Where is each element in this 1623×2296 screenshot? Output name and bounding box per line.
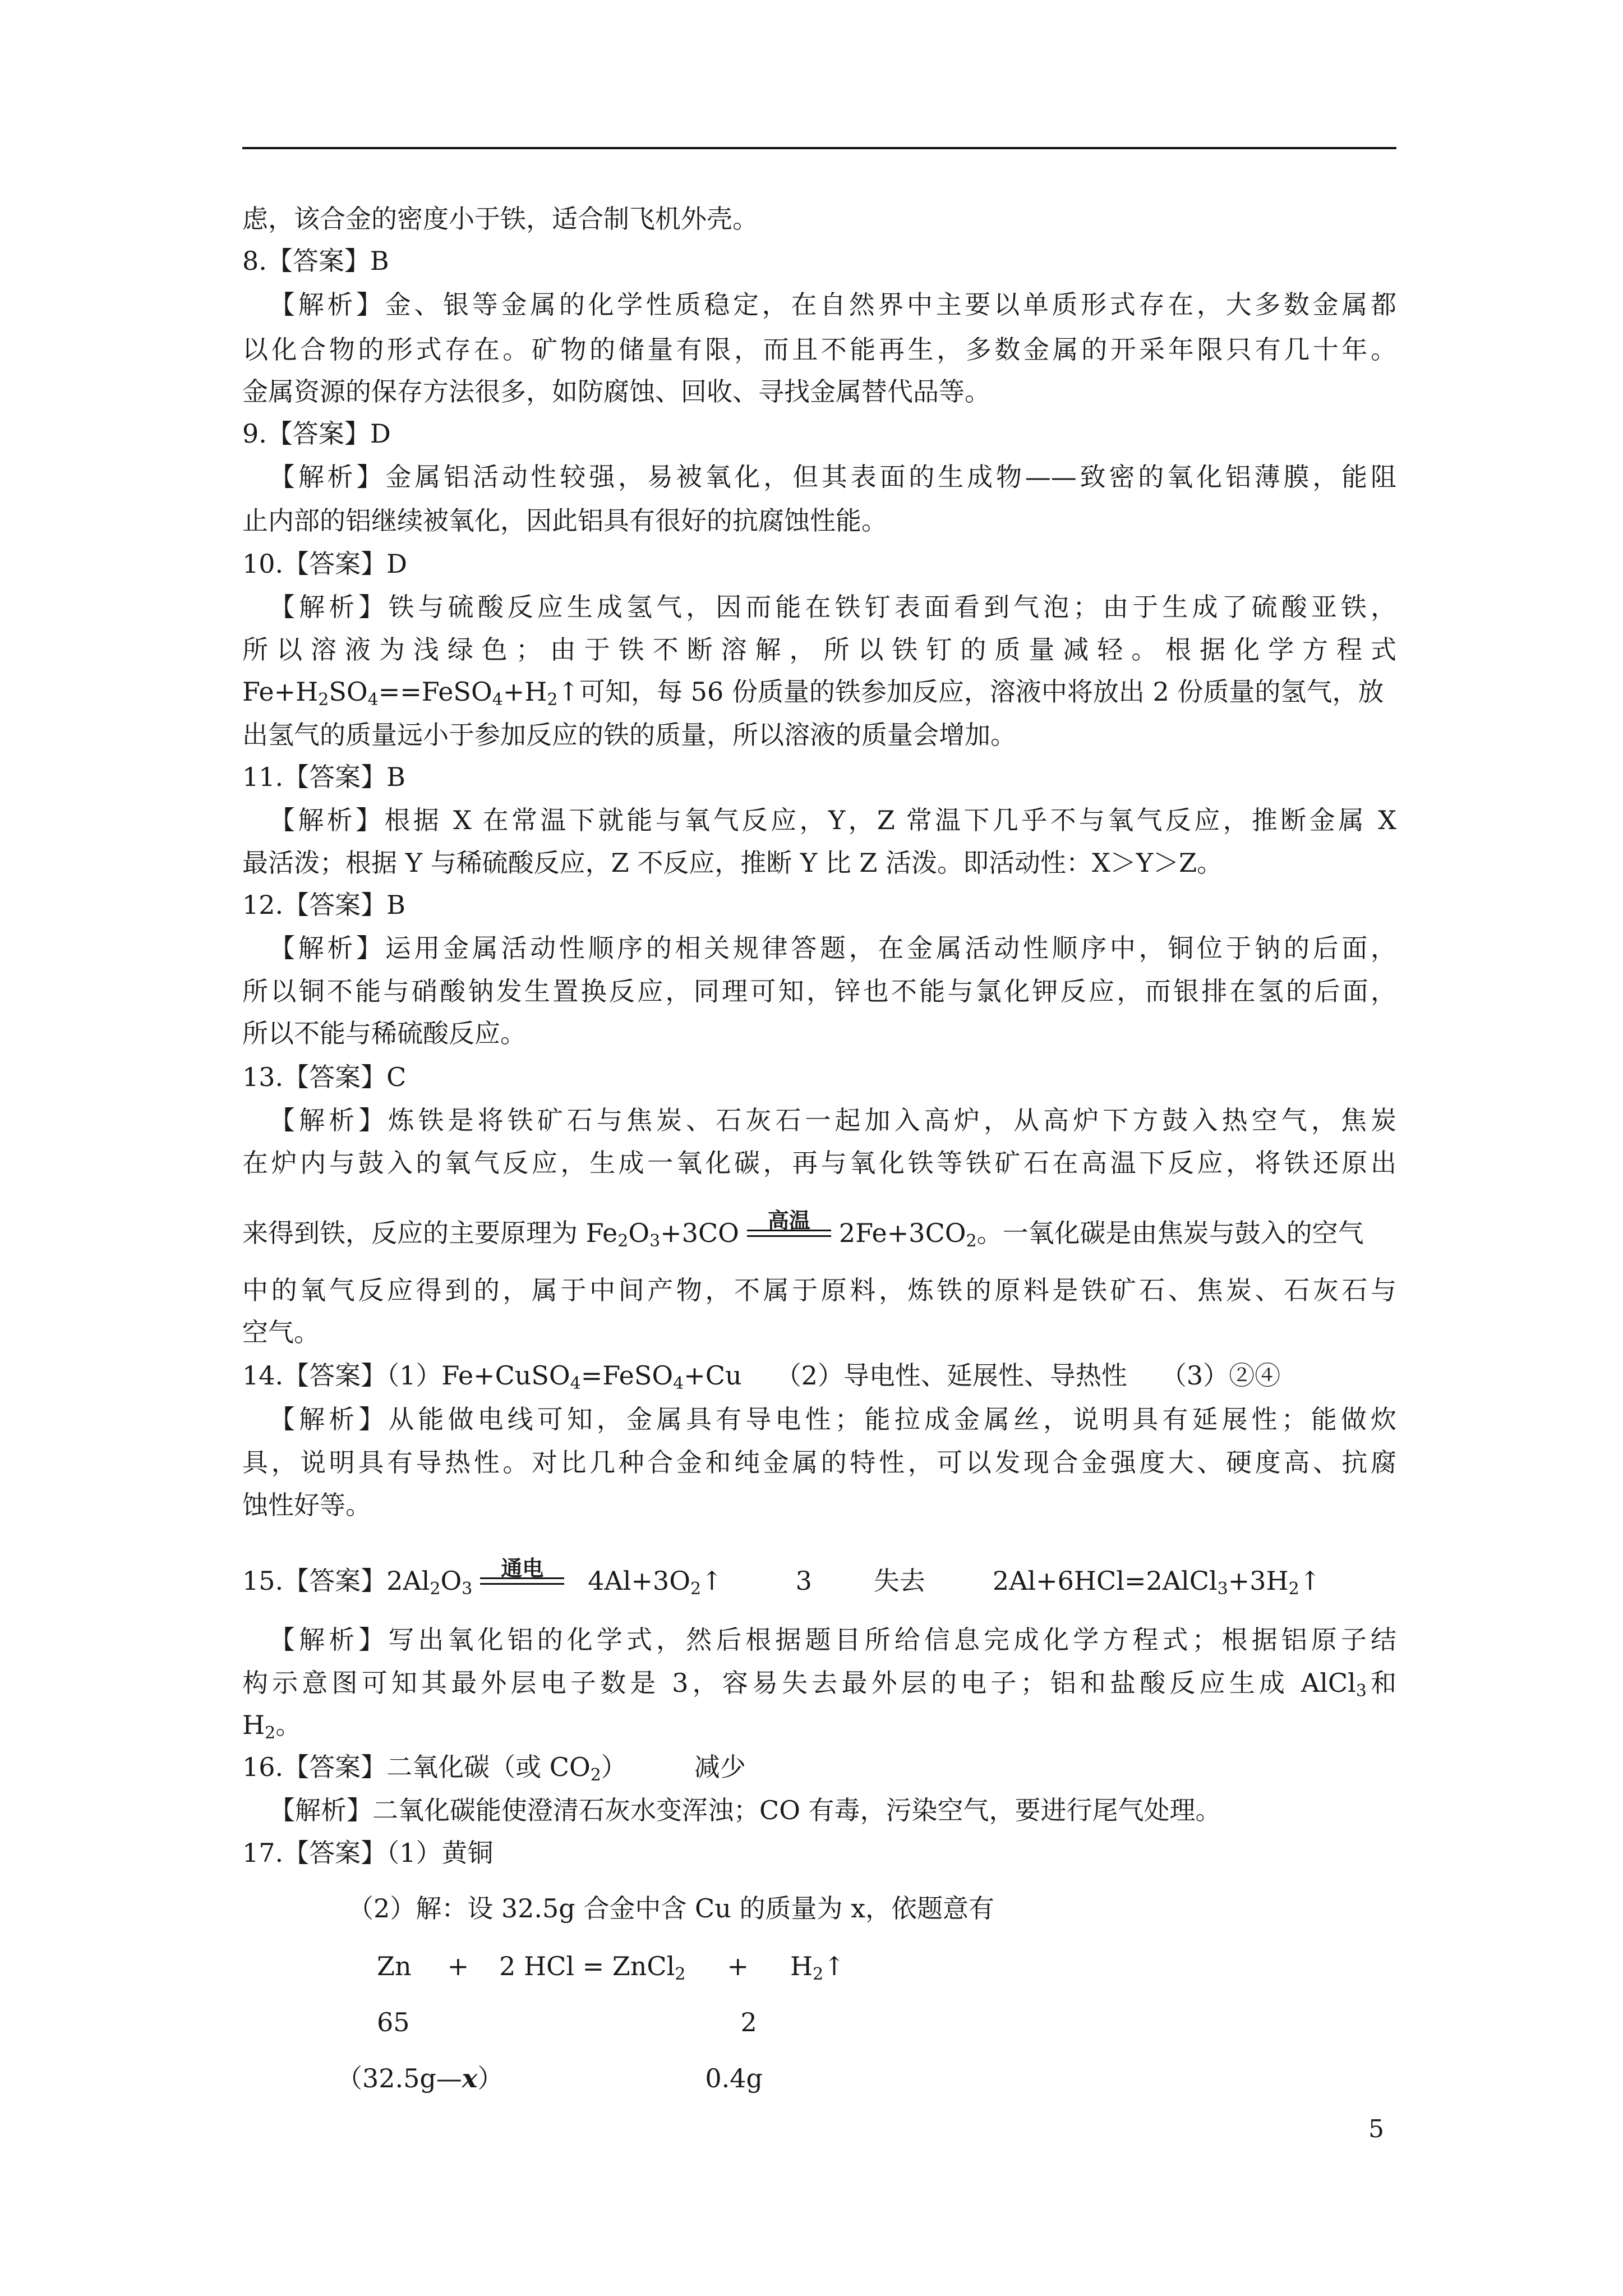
text-run: 15.【答案】2Al xyxy=(242,1566,430,1596)
text-run: 0.4g xyxy=(705,2063,763,2093)
text-line xyxy=(242,1708,301,1742)
subscript: 3 xyxy=(649,1231,661,1251)
subscript: 4 xyxy=(492,690,503,710)
text-run: ↑可知，每 56 份质量的铁参加反应，溶液中将放出 2 份质量的氢气，放 xyxy=(557,677,1384,707)
subscript: 2 xyxy=(590,1765,601,1785)
text-run: 2Fe+3CO xyxy=(838,1218,966,1248)
reaction-condition: 通电 xyxy=(501,1556,544,1581)
text-run: Fe+H xyxy=(242,677,319,707)
reaction-condition: 高温 xyxy=(767,1208,810,1233)
analysis-15: 【解析】写出氧化铝的化学式，然后根据题目所给信息完成化学方程式；根据铝原子结 xyxy=(269,1625,1396,1655)
text-run: 来得到铁，反应的主要原理为 Fe xyxy=(242,1218,618,1248)
text-line: 金属资源的保存方法很多，如防腐蚀、回收、寻找金属替代品等。 xyxy=(242,376,990,407)
text-run: ↑ xyxy=(1299,1566,1321,1596)
answer-15 xyxy=(242,1556,1321,1599)
text-line: 最活泼；根据 Y 与稀硫酸反应，Z 不反应，推断 Y 比 Z 活泼。即活动性：X＞Y＞Z。 xyxy=(242,848,1223,878)
equation-line xyxy=(242,1208,1364,1251)
answer-8: 8.【答案】B xyxy=(242,246,389,276)
subscript: 2 xyxy=(690,1579,702,1599)
text-run: （3）②④ xyxy=(1160,1360,1281,1391)
text-run: +3CO xyxy=(660,1218,739,1248)
text-run: 2 HCl = ZnCl xyxy=(499,1951,675,1981)
text-line: 所以不能与稀硫酸反应。 xyxy=(242,1018,526,1048)
text-run: 构示意图可知其最外层电子数是 3，容易失去最外层的电子；铝和盐酸反应生成 AlCl xyxy=(242,1668,1356,1698)
text-run: + xyxy=(727,1951,749,1981)
answer-13: 13.【答案】C xyxy=(242,1062,407,1092)
page-number: 5 xyxy=(1368,2115,1384,2143)
text-run: H xyxy=(790,1951,813,1981)
analysis-9: 【解析】金属铝活动性较强，易被氧化，但其表面的生成物——致密的氧化铝薄膜，能阻 xyxy=(269,462,1396,492)
equation-line xyxy=(242,675,1384,708)
text-line: 以化合物的形式存在。矿物的储量有限，而且不能再生，多数金属的开采年限只有几十年。 xyxy=(242,334,1396,365)
text-run: O xyxy=(440,1566,462,1596)
ratio-line xyxy=(377,2005,757,2039)
analysis-11: 【解析】根据 X 在常温下就能与氧气反应，Y，Z 常温下几乎不与氧气反应，推断金属 X xyxy=(269,805,1396,835)
text-line: 蚀性好等。 xyxy=(242,1490,371,1520)
text-line: 所以铜不能与硝酸钠发生置换反应，同理可知，锌也不能与氯化钾反应，而银排在氢的后面， xyxy=(242,976,1396,1006)
answer-11: 11.【答案】B xyxy=(242,762,405,792)
answer-9: 9.【答案】D xyxy=(242,418,391,449)
text-run: 。一氧化碳是由焦炭与鼓入的空气 xyxy=(976,1218,1364,1248)
analysis-16: 【解析】二氧化碳能使澄清石灰水变浑浊；CO 有毒，污染空气，要进行尾气处理。 xyxy=(269,1795,1221,1825)
subscript: 3 xyxy=(462,1579,473,1599)
analysis-8: 【解析】金、银等金属的化学性质稳定，在自然界中主要以单质形式存在，大多数金属都 xyxy=(269,289,1396,320)
text-line: 出氢气的质量远小于参加反应的铁的质量，所以溶液的质量会增加。 xyxy=(242,720,1016,750)
text-run: ↑ xyxy=(701,1566,723,1596)
subscript: 2 xyxy=(966,1231,977,1251)
text-run: +H xyxy=(502,677,547,707)
header-rule xyxy=(242,147,1396,149)
analysis-12: 【解析】运用金属活动性顺序的相关规律答题，在金属活动性顺序中，铜位于钠的后面， xyxy=(269,933,1396,963)
text-run: 2 xyxy=(740,2007,757,2037)
subscript: 4 xyxy=(367,690,379,710)
text-line: 中的氧气反应得到的，属于中间产物，不属于原料，炼铁的原料是铁矿石、焦炭、石灰石与 xyxy=(242,1275,1396,1305)
text-line: 在炉内与鼓入的氧气反应，生成一氧化碳，再与氧化铁等铁矿石在高温下反应，将铁还原出 xyxy=(242,1148,1396,1178)
analysis-13: 【解析】炼铁是将铁矿石与焦炭、石灰石一起加入高炉，从高炉下方鼓入热空气，焦炭 xyxy=(269,1105,1396,1135)
text-run: H xyxy=(242,1710,265,1740)
reaction-arrow xyxy=(747,1208,831,1246)
text-run: 和 xyxy=(1366,1668,1397,1698)
answer-14 xyxy=(242,1359,1280,1392)
text-line: 虑，该合金的密度小于铁，适合制飞机外壳。 xyxy=(242,204,758,234)
subscript: 2 xyxy=(318,690,329,710)
solution-line: （2）解：设 32.5g 合金中含 Cu 的质量为 x，依题意有 xyxy=(348,1893,995,1924)
text-run: 。 xyxy=(275,1710,302,1740)
subscript: 4 xyxy=(673,1374,684,1393)
text-run: 2Al+6HCl=2AlCl xyxy=(992,1566,1218,1596)
text-line: 止内部的铝继续被氧化，因此铝具有很好的抗腐蚀性能。 xyxy=(242,505,887,536)
subscript: 2 xyxy=(617,1231,629,1251)
reaction-arrow xyxy=(480,1556,564,1594)
ratio-line xyxy=(336,2062,763,2095)
text-run: +3H xyxy=(1228,1566,1289,1596)
text-line: 空气。 xyxy=(242,1317,320,1347)
subscript: 2 xyxy=(1288,1579,1299,1599)
variable-x: x xyxy=(462,2063,478,2093)
equation-line xyxy=(377,1949,845,1983)
text-line: 具，说明具有导热性。对比几种合金和纯金属的特性，可以发现合金强度大、硬度高、抗腐 xyxy=(242,1447,1396,1478)
text-run: 4Al+3O xyxy=(588,1566,690,1596)
subscript: 2 xyxy=(675,1964,686,1984)
text-run: 失去 xyxy=(873,1566,925,1596)
subscript: 2 xyxy=(813,1964,824,1984)
text-run: 14.【答案】（1）Fe+CuSO xyxy=(242,1360,570,1391)
subscript: 3 xyxy=(1217,1579,1228,1599)
text-run: 65 xyxy=(377,2007,410,2037)
text-run: ） xyxy=(477,2063,504,2093)
text-run: 3 xyxy=(795,1566,812,1596)
text-run: Zn xyxy=(377,1951,412,1981)
subscript: 2 xyxy=(547,690,558,710)
text-run: SO xyxy=(329,677,368,707)
text-run: （2）导电性、延展性、导热性 xyxy=(775,1360,1127,1391)
text-run: O xyxy=(628,1218,650,1248)
answer-17: 17.【答案】（1）黄铜 xyxy=(242,1838,494,1868)
analysis-10: 【解析】铁与硫酸反应生成氢气，因而能在铁钉表面看到气泡；由于生成了硫酸亚铁， xyxy=(269,592,1396,622)
text-run: ==FeSO xyxy=(378,677,492,707)
text-run: =FeSO xyxy=(580,1360,674,1391)
text-run: ） xyxy=(601,1752,627,1782)
text-run: （32.5g— xyxy=(336,2063,462,2093)
text-run: 16.【答案】二氧化碳（或 CO xyxy=(242,1752,591,1782)
analysis-14: 【解析】从能做电线可知，金属具有导电性；能拉成金属丝，说明具有延展性；能做炊 xyxy=(269,1404,1396,1434)
text-run: + xyxy=(447,1951,469,1981)
text-run: 减少 xyxy=(694,1752,746,1782)
text-run: +Cu xyxy=(684,1360,742,1391)
subscript: 3 xyxy=(1355,1681,1367,1701)
text-line xyxy=(242,1666,1396,1700)
text-run: ↑ xyxy=(823,1951,845,1981)
text-line: 所以溶液为浅绿色；由于铁不断溶解，所以铁钉的质量减轻。根据化学方程式 xyxy=(242,634,1396,665)
answer-12: 12.【答案】B xyxy=(242,890,405,920)
subscript: 4 xyxy=(570,1374,581,1393)
subscript: 2 xyxy=(430,1579,441,1599)
answer-10: 10.【答案】D xyxy=(242,549,408,579)
answer-16 xyxy=(242,1750,746,1784)
subscript: 2 xyxy=(265,1723,276,1743)
